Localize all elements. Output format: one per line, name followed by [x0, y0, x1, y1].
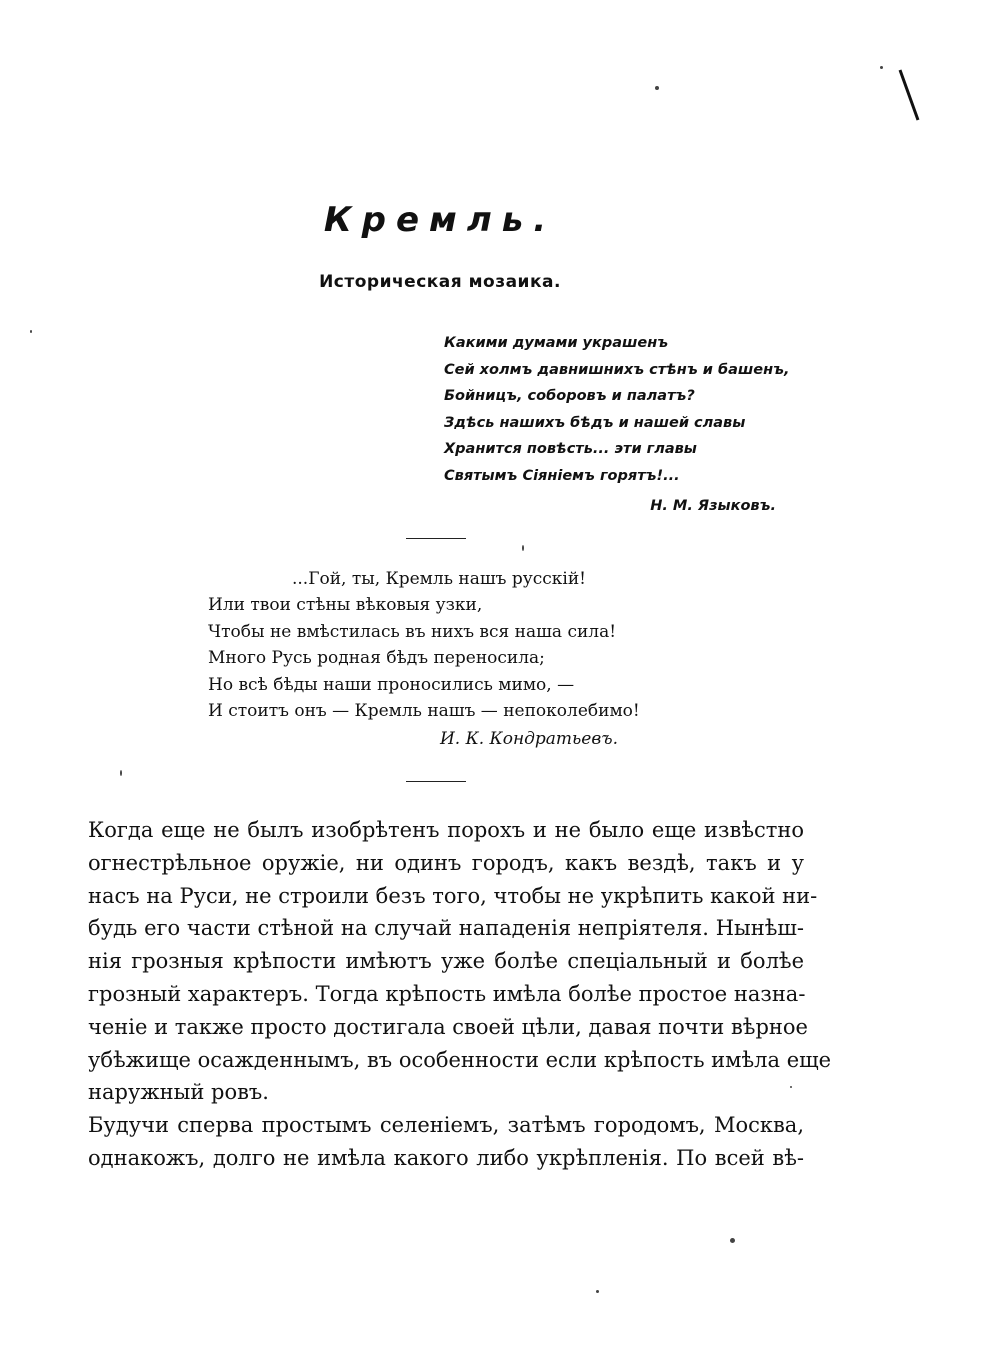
epigraph-line: Хранится повѣсть... эти главы — [444, 441, 697, 457]
epigraph-kondratiev — [208, 566, 678, 753]
epigraph-line: Или твои стѣны вѣковыя узки, — [208, 595, 483, 616]
text-line: убѣжище осажденнымъ, въ особенности если крѣпость имѣла еще — [88, 1047, 832, 1072]
text-line: Будучи сперва простымъ селеніемъ, затѣмъ городомъ, Москва, — [88, 1113, 804, 1138]
epigraph-line: Бойницъ, соборовъ и палатъ? — [444, 388, 695, 404]
epigraph-line: Но всѣ бѣды наши проносились мимо, — — [208, 674, 575, 695]
epigraph-line: Святымъ Сіяніемъ горятъ!... — [444, 467, 680, 484]
text-line: наружный ровъ. — [88, 1080, 269, 1105]
paragraph-1 — [88, 814, 832, 1109]
text-line: будь его части стѣной на случай нападенія непріятеля. Нынѣш- — [88, 916, 804, 941]
epigraph-line: Какими думами украшенъ — [444, 335, 669, 351]
text-line: грозный характеръ. Тогда крѣпость имѣла болѣе простое назна- — [88, 981, 806, 1006]
text-line: огнестрѣльное оружіе, ни одинъ городъ, какъ вездѣ, такъ и у — [88, 850, 804, 875]
epigraph-yazykov — [444, 330, 824, 520]
epigraph-line: И стоитъ онъ — Кремль нашъ — непоколебимо! — [208, 701, 640, 722]
page-title: Кремль. — [323, 200, 557, 240]
text-line: нія грозныя крѣпости имѣютъ уже болѣе спеціальный и болѣе — [88, 949, 804, 974]
scan-speck — [730, 1238, 735, 1243]
scan-speck — [790, 1086, 792, 1088]
scan-speck — [120, 770, 122, 776]
paragraph-2 — [88, 1109, 804, 1175]
epigraph-line: Чтобы не вмѣстилась въ нихъ вся наша сила! — [208, 621, 617, 642]
epigraph-attribution: И. К. Кондратьевъ. — [439, 729, 618, 750]
epigraph-line: Здѣсь нашихъ бѣдъ и нашей славы — [444, 414, 746, 431]
epigraph-line: ...Гой, ты, Кремль нашъ русскій! — [292, 569, 587, 589]
section-divider — [406, 538, 466, 539]
scan-speck — [522, 545, 524, 551]
section-divider — [406, 781, 466, 782]
body-text — [88, 814, 832, 1175]
scan-speck — [596, 1290, 599, 1293]
scan-mark — [896, 66, 926, 126]
text-line: насъ на Руси, не строили безъ того, чтобы не укрѣпить какой ни- — [88, 883, 818, 908]
page-subtitle: Историческая мозаика. — [319, 272, 561, 292]
scan-speck — [655, 86, 659, 90]
text-line: однакожъ, долго не имѣла какого либо укрѣпленія. По всей вѣ- — [88, 1145, 804, 1170]
epigraph-line: Сей холмъ давнишнихъ стѣнъ и башенъ, — [444, 361, 790, 378]
scan-speck — [880, 66, 883, 69]
scan-speck — [30, 330, 32, 333]
epigraph-attribution: Н. М. Языковъ. — [650, 498, 776, 514]
text-line: ченіе и также просто достигала своей цѣли, давая почти вѣрное — [88, 1014, 808, 1039]
epigraph-line: Много Русь родная бѣдъ переносила; — [208, 648, 545, 669]
text-line: Когда еще не былъ изобрѣтенъ порохъ и не было еще извѣстно — [88, 818, 804, 842]
